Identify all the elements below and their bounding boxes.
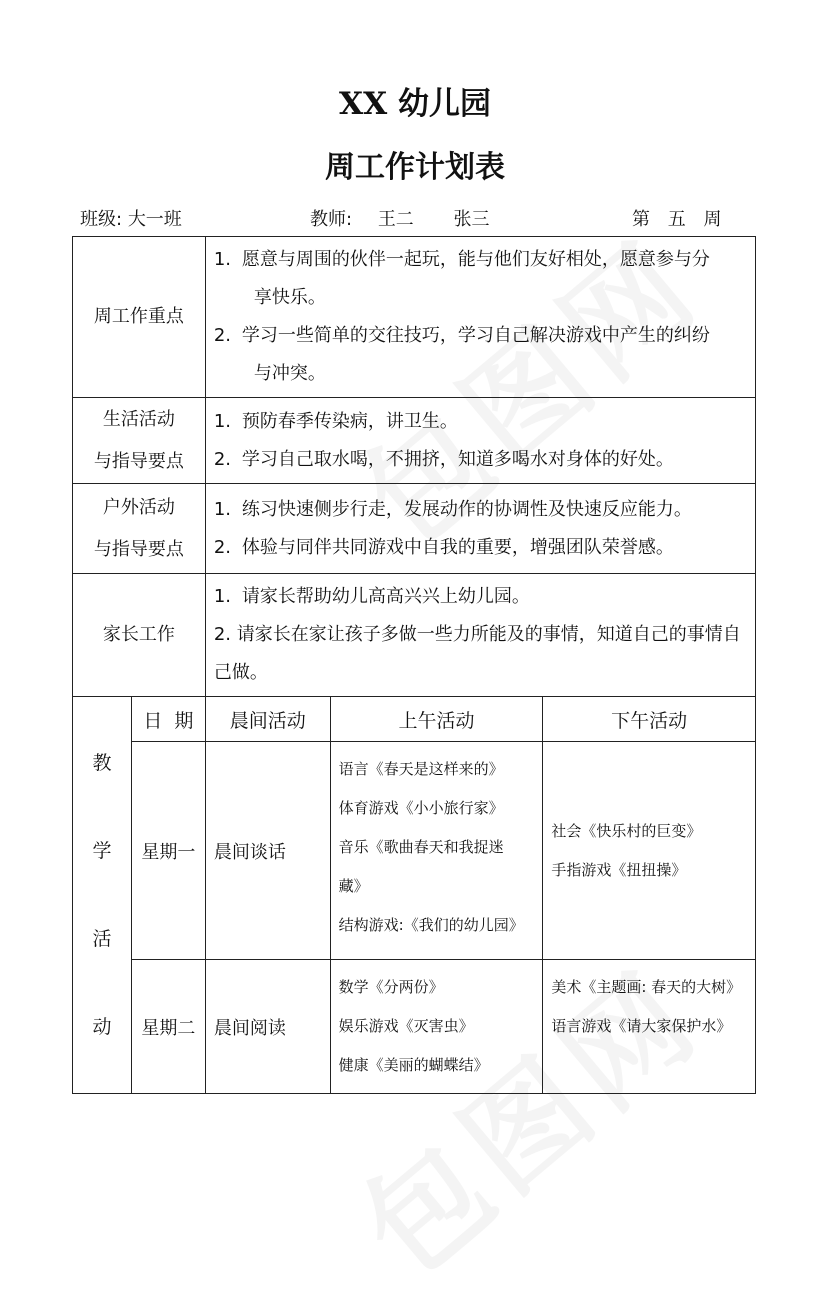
activity-item: 藏》 (338, 877, 369, 895)
list-item (214, 441, 755, 479)
list-item (214, 578, 755, 616)
focus-row (73, 237, 756, 398)
item-text: 体验与同伴共同游戏中自我的重要，增强团队荣誉感。 (241, 536, 674, 558)
item-text: 练习快速侧步行走，发展动作的协调性及快速反应能力。 (241, 498, 692, 520)
header-am: 上午活动 (330, 697, 543, 742)
pm-activities (543, 960, 756, 1094)
activity-item: 美术《主题画: 春天的大树》 (551, 978, 742, 996)
am-activities (330, 960, 543, 1094)
vertical-char: 学 (92, 840, 112, 862)
page-subtitle: 周工作计划表 (325, 150, 505, 185)
item-text: 愿意与周围的伙伴一起玩，能与他们友好相处，愿意参与分 (241, 249, 710, 270)
header-morning: 晨间活动 (205, 697, 330, 742)
class-info (80, 205, 182, 231)
list-item (214, 241, 755, 317)
morning-activity: 晨间阅读 (205, 960, 330, 1094)
activity-item: 健康《美丽的蝴蝶结》 (338, 1056, 489, 1074)
item-text: 预防春季传染病，讲卫生。 (241, 410, 458, 432)
week-info: 第 五 周 (632, 209, 728, 230)
outdoor-items (205, 484, 755, 574)
teacher-label: 教师: (310, 209, 353, 230)
class-label: 班级: (80, 209, 123, 230)
activity-item: 数学《分两份》 (338, 978, 444, 996)
activity-item: 结构游戏:《我们的幼儿园》 (338, 916, 524, 934)
table-row (73, 742, 756, 960)
list-item (214, 317, 755, 393)
life-label-line1: 生活活动 (102, 408, 175, 430)
vertical-char: 活 (92, 928, 112, 950)
class-value: 大一班 (127, 209, 182, 230)
teaching-vertical-label (73, 697, 132, 1094)
outdoor-label (73, 484, 206, 574)
item-number: 2. (213, 624, 232, 645)
outdoor-row (73, 484, 756, 574)
item-text: 请家长帮助幼儿高高兴兴上幼儿园。 (241, 586, 530, 607)
list-item (214, 403, 755, 441)
list-item (214, 529, 755, 567)
item-number: 1. (213, 586, 232, 607)
activity-item: 娱乐游戏《灭害虫》 (338, 1017, 474, 1035)
vertical-char: 动 (92, 1016, 112, 1038)
outdoor-label-line2: 与指导要点 (93, 538, 184, 560)
focus-items (205, 237, 755, 398)
item-text: 学习自己取水喝，不拥挤，知道多喝水对身体的好处。 (241, 448, 674, 470)
header-pm: 下午活动 (543, 697, 756, 742)
parents-label: 家长工作 (73, 574, 206, 697)
teacher-info (310, 205, 490, 231)
activity-item: 语言游戏《请大家保护水》 (551, 1017, 732, 1035)
item-number: 1. (213, 410, 232, 432)
day-cell: 星期一 (131, 742, 205, 960)
life-row (73, 398, 756, 484)
pm-activities (543, 742, 756, 960)
activity-item: 社会《快乐村的巨变》 (551, 821, 702, 840)
teacher-name-1: 王二 (377, 209, 414, 230)
life-items (205, 398, 755, 484)
am-activities (330, 742, 543, 960)
parents-items (205, 574, 755, 697)
list-item (214, 491, 755, 529)
item-text-cont: 享快乐。 (253, 287, 326, 308)
item-text: 学习一些简单的交往技巧，学习自己解决游戏中产生的纠纷 (241, 325, 710, 346)
header-date: 日 期 (131, 697, 205, 742)
day-cell: 星期二 (131, 960, 205, 1094)
activity-item: 语言《春天是这样来的》 (338, 760, 504, 778)
activity-item: 手指游戏《扭扭操》 (551, 860, 687, 879)
item-number: 2. (213, 448, 232, 470)
item-text: 请家长在家让孩子多做一些力所能及的事情，知道自己的事情自己做。 (213, 624, 741, 683)
item-number: 2. (213, 536, 232, 558)
plan-table (72, 236, 756, 1094)
life-label-line2: 与指导要点 (93, 450, 184, 472)
item-text-cont: 与冲突。 (253, 363, 326, 384)
focus-label: 周工作重点 (73, 237, 206, 398)
list-item (214, 616, 755, 692)
activity-item: 体育游戏《小小旅行家》 (338, 799, 504, 817)
teaching-header-row (73, 697, 756, 742)
morning-activity: 晨间谈话 (205, 742, 330, 960)
page-title: XX 幼儿园 (339, 86, 491, 122)
item-number: 2. (213, 325, 232, 346)
teacher-name-2: 张三 (453, 209, 490, 230)
activity-item: 音乐《歌曲春天和我捉迷 (338, 838, 504, 856)
table-row (73, 960, 756, 1094)
life-label (73, 398, 206, 484)
vertical-char: 教 (92, 752, 112, 774)
parents-row (73, 574, 756, 697)
item-number: 1. (213, 249, 232, 270)
outdoor-label-line1: 户外活动 (102, 496, 175, 518)
item-number: 1. (213, 498, 232, 520)
